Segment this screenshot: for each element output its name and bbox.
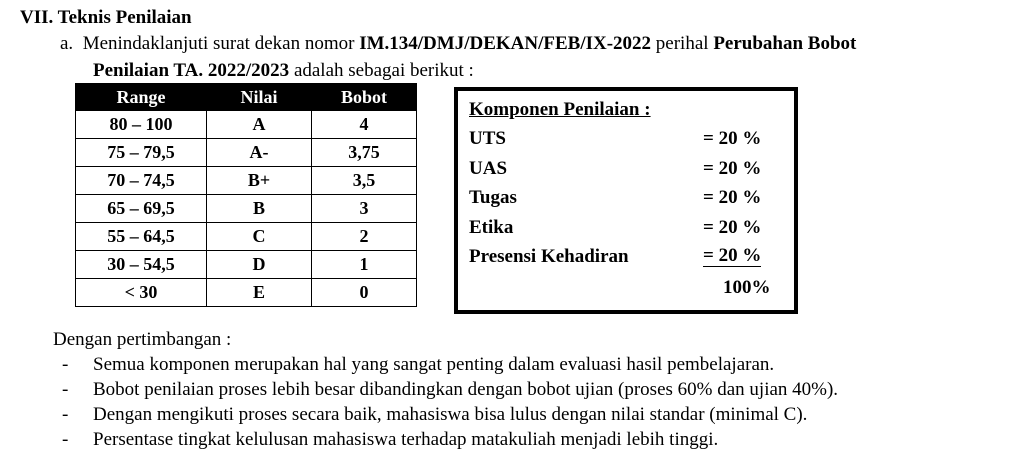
cell-nilai: C bbox=[207, 223, 312, 251]
header-nilai: Nilai bbox=[207, 84, 312, 111]
header-range: Range bbox=[76, 84, 207, 111]
table-row bbox=[76, 251, 417, 279]
consideration-item: Dengan mengikuti proses secara baik, mahasiswa bisa lulus dengan nilai standar (minimal C). bbox=[93, 404, 808, 425]
cell-nilai: B+ bbox=[207, 167, 312, 195]
cell-range: 55 – 64,5 bbox=[76, 223, 207, 251]
komponen-value: = 20 % bbox=[703, 157, 762, 179]
grade-table bbox=[75, 83, 417, 307]
list-marker: a. bbox=[60, 33, 74, 54]
bullet-dash: - bbox=[62, 354, 69, 375]
paragraph-line-1 bbox=[60, 33, 856, 55]
consideration-item: Bobot penilaian proses lebih besar dibandingkan dengan bobot ujian (proses 60% dan ujian 40%). bbox=[93, 379, 839, 400]
subject-text: Perubahan Bobot bbox=[713, 33, 857, 54]
table-row bbox=[76, 167, 417, 195]
komponen-value: = 20 % bbox=[703, 128, 762, 149]
cell-range: 30 – 54,5 bbox=[76, 251, 207, 279]
considerations-title: Dengan pertimbangan : bbox=[53, 329, 232, 350]
consideration-item: Semua komponen merupakan hal yang sangat penting dalam evaluasi hasil pembelajaran. bbox=[93, 354, 775, 375]
section-heading: VII. Teknis Penilaian bbox=[20, 7, 192, 28]
subject-text: Penilaian TA. 2022/2023 bbox=[93, 60, 290, 81]
komponen-label: Etika bbox=[469, 216, 514, 238]
cell-bobot: 0 bbox=[312, 279, 417, 307]
cell-range: 75 – 79,5 bbox=[76, 139, 207, 167]
table-row bbox=[76, 139, 417, 167]
table-row bbox=[76, 195, 417, 223]
komponen-title: Komponen Penilaian : bbox=[469, 99, 651, 120]
table-row bbox=[76, 111, 417, 139]
table-row bbox=[76, 223, 417, 251]
cell-nilai: A- bbox=[207, 139, 312, 167]
komponen-penilaian-box bbox=[454, 87, 798, 314]
cell-nilai: A bbox=[207, 111, 312, 139]
cell-range: 70 – 74,5 bbox=[76, 167, 207, 195]
cell-range: 65 – 69,5 bbox=[76, 195, 207, 223]
cell-nilai: E bbox=[207, 279, 312, 307]
cell-nilai: D bbox=[207, 251, 312, 279]
komponen-label: Tugas bbox=[469, 187, 517, 208]
cell-nilai: B bbox=[207, 195, 312, 223]
para-text: perihal bbox=[651, 33, 714, 54]
bullet-dash: - bbox=[62, 429, 69, 450]
komponen-label: Presensi Kehadiran bbox=[469, 246, 629, 267]
komponen-label: UTS bbox=[469, 128, 506, 149]
cell-bobot: 3,75 bbox=[312, 139, 417, 167]
cell-range: < 30 bbox=[76, 279, 207, 307]
consideration-item: Persentase tingkat kelulusan mahasiswa terhadap matakuliah menjadi lebih tinggi. bbox=[93, 429, 719, 450]
cell-bobot: 3 bbox=[312, 195, 417, 223]
komponen-value: = 20 % bbox=[703, 187, 762, 208]
table-row bbox=[76, 279, 417, 307]
paragraph-line-2 bbox=[93, 60, 474, 82]
cell-range: 80 – 100 bbox=[76, 111, 207, 139]
cell-bobot: 3,5 bbox=[312, 167, 417, 195]
komponen-value: = 20 % bbox=[703, 245, 762, 266]
para-text: Menindaklanjuti surat dekan nomor bbox=[82, 33, 360, 54]
bullet-dash: - bbox=[62, 379, 69, 400]
para-text: adalah sebagai berikut : bbox=[289, 60, 474, 81]
cell-bobot: 4 bbox=[312, 111, 417, 139]
cell-bobot: 2 bbox=[312, 223, 417, 251]
header-bobot: Bobot bbox=[312, 84, 417, 111]
cell-bobot: 1 bbox=[312, 251, 417, 279]
bullet-dash: - bbox=[62, 404, 69, 425]
komponen-total: 100% bbox=[723, 277, 771, 298]
komponen-label: UAS bbox=[469, 157, 508, 179]
letter-reference: IM.134/DMJ/DEKAN/FEB/IX-2022 bbox=[359, 33, 652, 54]
komponen-value: = 20 % bbox=[703, 216, 762, 238]
